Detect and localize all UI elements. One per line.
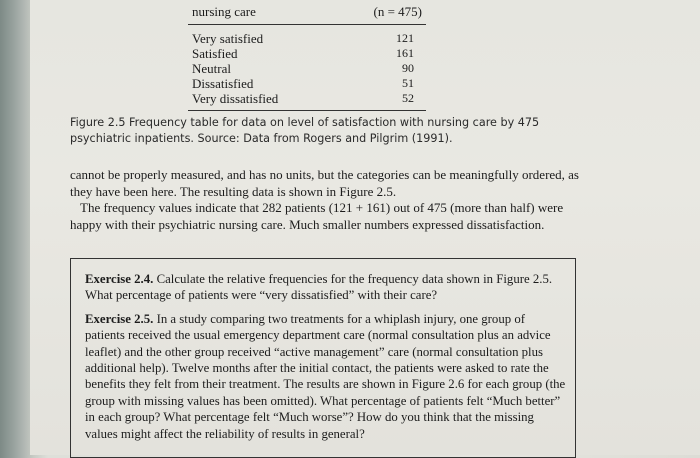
exercise-label: Exercise 2.5. xyxy=(85,311,154,326)
header-count: (n = 475) xyxy=(373,4,422,19)
row-count: 90 xyxy=(402,61,414,75)
body-text xyxy=(70,167,592,233)
row-category: Satisfied xyxy=(192,46,238,61)
row-count: 161 xyxy=(396,46,414,60)
table-row xyxy=(188,76,426,91)
exercise-box xyxy=(70,258,576,458)
table-header xyxy=(188,0,426,25)
table-row xyxy=(188,91,426,106)
table-row xyxy=(188,46,426,61)
row-category: Dissatisfied xyxy=(192,76,254,91)
body-paragraph: The frequency values indicate that 282 patients (121 + 161) out of 475 (more than half) were happy with their psychiatric nursing care. Much smaller numbers expressed dissatisfaction. xyxy=(70,200,564,232)
row-category: Very dissatisfied xyxy=(192,91,279,106)
exercise-item xyxy=(85,271,566,304)
body-paragraph: cannot be properly measured, and has no units, but the categories can be meaningfully ordered, as they have been here. The resulting data is shown in Figure 2.5. xyxy=(70,167,579,199)
exercise-item xyxy=(85,311,566,442)
frequency-table xyxy=(188,0,426,111)
exercise-label: Exercise 2.4. xyxy=(85,272,154,286)
row-count: 121 xyxy=(396,31,414,45)
table-row xyxy=(188,61,426,76)
table-body xyxy=(188,25,426,111)
row-category: Neutral xyxy=(192,61,231,76)
row-count: 52 xyxy=(402,91,414,105)
exercise-text: Calculate the relative frequencies for the frequency data shown in Figure 2.5. What percentage of patients were “very dissatisfied” with their care? xyxy=(85,272,553,303)
table-row xyxy=(188,31,426,46)
header-category: nursing care xyxy=(192,4,256,19)
exercise-text: In a study comparing two treatments for a whiplash injury, one group of patients received the usual emergency department care (normal consultation plus an advice leaflet) and the other group received “active management” care (normal consultation plus additional help). Twelve months after the initial contact, the patients were asked to rate the benefits they felt from their treatment. The results are shown in Figure 2.6 for each group (the group with missing values has been omitted). What percentage of patients felt “Much better” in each group? What percentage felt “Much worse”? How do you think that the missing values might affect the reliability of results in general? xyxy=(85,311,566,441)
row-count: 51 xyxy=(402,76,414,90)
figure-caption: Figure 2.5 Frequency table for data on level of satisfaction with nursing care by 475 psychiatric inpatients. Source: Data from Rogers and Pilgrim (1991). xyxy=(70,116,540,145)
row-category: Very satisfied xyxy=(192,31,264,46)
